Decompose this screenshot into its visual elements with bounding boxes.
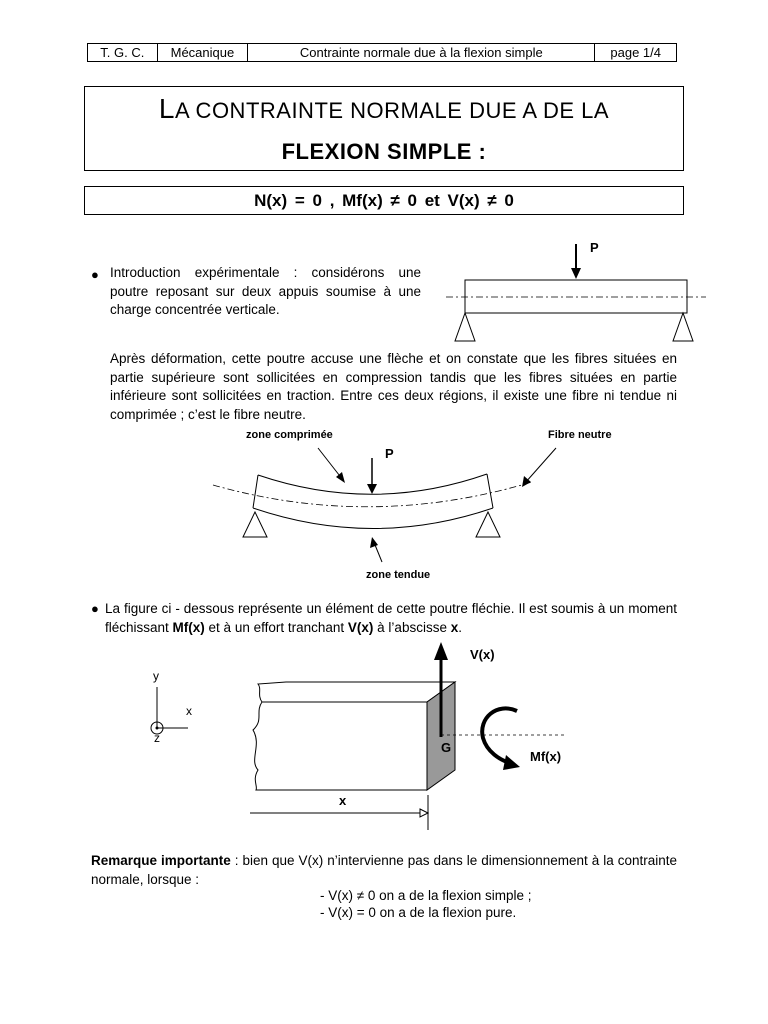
axis-z-label: z [154,731,160,745]
page-title-line1: LA CONTRAINTE NORMALE DUE A DE LA [158,93,610,124]
remark-case-simple: - V(x) ≠ 0 on a de la flexion simple ; [320,888,532,903]
header-topic: Contrainte normale due à la flexion simple [248,44,595,61]
remark-paragraph: Remarque importante : bien que V(x) n’intervienne pas dans le dimensionnement à la contrainte normale, lorsque : [91,853,677,887]
bullet-1: ● [91,267,99,282]
zone-tension-label: zone tendue [366,569,431,581]
deformation-paragraph: Après déformation, cette poutre accuse une flèche et on constate que les fibres situées en partie supérieure sont sollicitées en compression tandis que les fibres situées en partie inférieure sont sollicitées en traction. Entre ces deux régions, il existe une fibre ni tendue ni comprimée ; c’est le fibre neutre. [110,351,677,422]
load-label-2: P [385,446,394,461]
equation-box: N(x) = 0 , Mf(x) ≠ 0 et V(x) ≠ 0 [84,186,684,215]
centroid-label: G [441,740,452,755]
zone-compressed-label: zone comprimée [246,429,333,441]
shear-force-label: V(x) [470,647,495,662]
header-subject: Mécanique [158,44,249,61]
element-paragraph: La figure ci - dessous représente un élément de cette poutre fléchie. Il est soumis à un moment fléchissant Mf(x) et à un effort tranchant V(x) à l’abscisse x. [105,601,677,635]
dimension-x-label: x [339,793,347,808]
axis-x-label: x [186,704,192,718]
remark-case-pure: - V(x) = 0 on a de la flexion pure. [320,905,517,920]
axis-y-label: y [153,669,159,683]
load-label-1: P [590,240,599,255]
moment-label: Mf(x) [530,749,562,764]
bullet-2: ● [91,601,99,616]
neutral-fiber-label: Fibre neutre [548,429,612,441]
header-course: T. G. C. [88,44,158,61]
intro-text: Introduction expérimentale : considérons une poutre reposant sur deux appuis soumise à une charge concentrée verticale. [110,265,421,317]
header-page: page 1/4 [610,45,661,60]
page-title-line2: FLEXION SIMPLE : [281,139,487,164]
